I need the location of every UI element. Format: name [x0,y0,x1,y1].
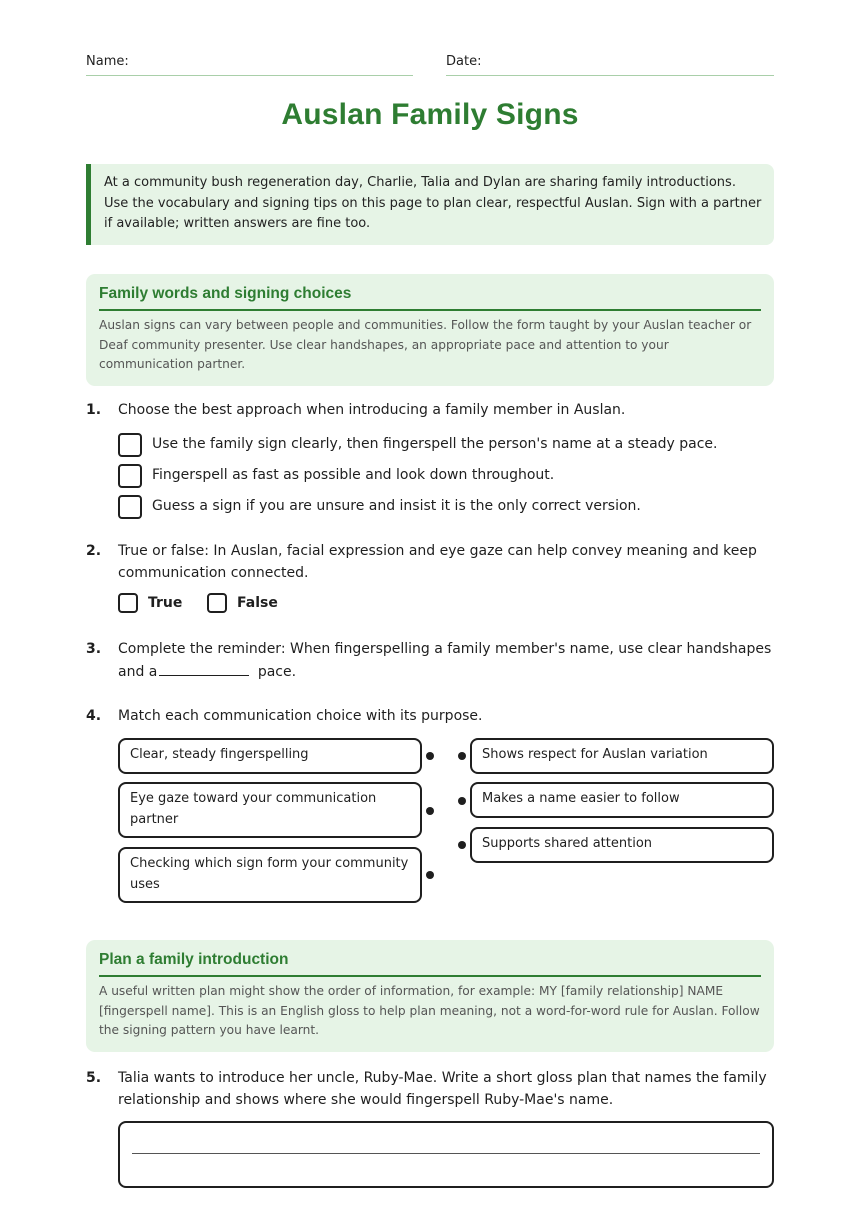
name-label: Name: [86,54,129,69]
section-family-words [86,274,774,386]
section-note: Auslan signs can vary between people and communities. Follow the form taught by your Auslan teacher or Deaf community presenter. Use clear handshapes, an appropriate pace and attention to your communication partner. [99,318,752,371]
answer-line [132,1153,760,1154]
match-left-1[interactable]: Clear, steady fingerspelling [118,738,422,774]
question-3 [86,638,774,684]
match-left-2[interactable]: Eye gaze toward your communication partner [118,782,422,838]
page-title: Auslan Family Signs [281,98,579,131]
checkbox[interactable] [118,433,142,457]
option-label: Use the family sign clearly, then fingerspell the person's name at a steady pace. [152,436,718,452]
section-heading: Family words and signing choices [99,285,761,311]
match-left-3[interactable]: Checking which sign form your community uses [118,847,422,903]
question-number: 5. [86,1070,102,1086]
match-right-3[interactable]: Supports shared attention [470,827,774,863]
checkbox[interactable] [207,593,227,613]
checkbox[interactable] [118,495,142,519]
question-number: 3. [86,641,102,657]
question-text: Match each communication choice with its purpose. [118,708,483,724]
option-label: Fingerspell as fast as possible and look down throughout. [152,467,555,483]
question-5 [86,1067,774,1113]
question-text [118,638,774,683]
checkbox[interactable] [118,593,138,613]
fill-in-blank[interactable] [159,660,249,676]
match-dot-right-2[interactable] [458,797,466,805]
question-number: 2. [86,543,102,559]
question-text: Choose the best approach when introducing a family member in Auslan. [118,402,626,418]
question-text: Talia wants to introduce her uncle, Ruby-Mae. Write a short gloss plan that names the family relationship and shows where she would fingerspell Ruby-Mae's name. [118,1070,767,1108]
intro-box: At a community bush regeneration day, Charlie, Talia and Dylan are sharing family introductions. Use the vocabulary and signing tips on this page to plan clear, respectful Auslan. Sign with a partner if available; written answers are fine too. [86,164,774,245]
date-label: Date: [446,54,482,69]
date-field[interactable] [446,54,774,76]
section-note: A useful written plan might show the order of information, for example: MY [family relationship] NAME [fingerspell name]. This is an English gloss to help plan meaning, not a word-for-word rule for Auslan. Follow the signing pattern you have learnt. [99,984,760,1037]
name-field[interactable] [86,54,413,76]
question-number: 4. [86,708,102,724]
question-text: True or false: In Auslan, facial expression and eye gaze can help convey meaning and keep communication connected. [118,543,757,581]
question-4 [86,705,774,905]
answer-box[interactable] [118,1121,774,1188]
question-1 [86,399,774,529]
match-dot-left-1[interactable] [426,752,434,760]
match-dot-right-1[interactable] [458,752,466,760]
question-2 [86,540,774,620]
section-plan-introduction [86,940,774,1052]
q3-text-after: pace. [257,664,297,680]
option-label: Guess a sign if you are unsure and insist it is the only correct version. [152,498,641,514]
header-fields [86,54,774,76]
question-number: 1. [86,402,102,418]
match-dot-right-3[interactable] [458,841,466,849]
match-right-2[interactable]: Makes a name easier to follow [470,782,774,818]
false-label: False [237,595,278,611]
match-right-1[interactable]: Shows respect for Auslan variation [470,738,774,774]
q3-text-before: Complete the reminder: When fingerspelling a family member's name, use clear handshapes and a [118,641,772,680]
match-dot-left-2[interactable] [426,807,434,815]
match-dot-left-3[interactable] [426,871,434,879]
checkbox[interactable] [118,464,142,488]
section-heading: Plan a family introduction [99,951,761,977]
true-label: True [148,595,183,611]
